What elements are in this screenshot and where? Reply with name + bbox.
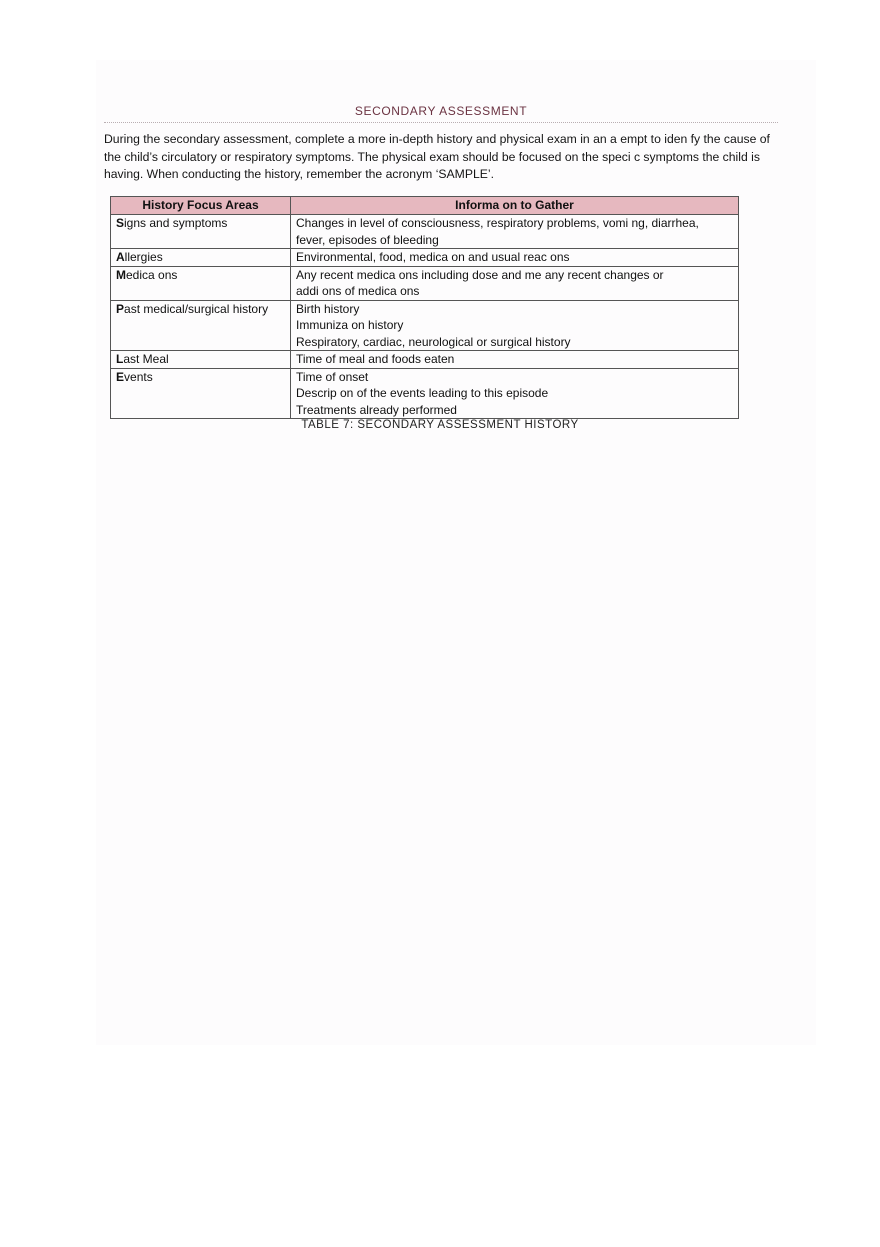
- acronym-letter: A: [116, 250, 125, 264]
- info-line: Treatments already performed: [296, 402, 457, 417]
- focus-area-cell: [111, 249, 291, 267]
- info-line: Descrip on of the events leading to this episode: [296, 386, 549, 400]
- acronym-letter: P: [116, 301, 125, 316]
- table-caption: TABLE 7: SECONDARY ASSESSMENT HISTORY: [301, 419, 579, 431]
- focus-area-cell: [111, 266, 291, 300]
- table-row: [111, 249, 739, 267]
- table-row: [111, 351, 739, 369]
- focus-area-text: llergies: [124, 250, 163, 264]
- info-line: Any recent medica ons including dose and me any recent changes or: [296, 267, 664, 282]
- info-cell: [291, 266, 739, 300]
- info-cell: [291, 249, 739, 267]
- focus-area-text: ast Meal: [123, 352, 169, 366]
- acronym-letter: S: [116, 216, 125, 230]
- info-line: addi ons of medica ons: [296, 284, 420, 298]
- table-row: [111, 368, 739, 419]
- info-line: Immuniza on history: [296, 318, 404, 332]
- info-line: Environmental, food, medica on and usual reac ons: [296, 250, 570, 264]
- focus-area-text: igns and symptoms: [124, 216, 228, 230]
- focus-area-text: ast medical/surgical history: [124, 301, 269, 316]
- info-line: Time of meal and foods eaten: [296, 352, 455, 366]
- info-line: Respiratory, cardiac, neurological or surgical history: [296, 334, 571, 349]
- focus-area-cell: [111, 351, 291, 369]
- focus-area-text: vents: [124, 369, 153, 384]
- info-line: fever, episodes of bleeding: [296, 232, 439, 247]
- info-cell: [291, 300, 739, 351]
- intro-paragraph: During the secondary assessment, complete a more in-depth history and physical exam in an a empt to iden fy the cause of the child’s circulatory or respiratory symptoms. The physical exam should be focused on the speci c symptoms the child is having. When conducting the history, remember the acronym ‘SAMPLE’.: [104, 132, 770, 181]
- header-focus-areas: History Focus Areas: [111, 197, 291, 215]
- table-header-row: [111, 197, 739, 215]
- acronym-letter: L: [116, 352, 124, 366]
- info-line: Birth history: [296, 301, 360, 316]
- focus-area-text: edica ons: [126, 267, 178, 282]
- acronym-letter: M: [116, 267, 126, 282]
- section-title: SECONDARY ASSESSMENT: [354, 104, 528, 118]
- sample-history-table: [110, 196, 739, 419]
- acronym-letter: E: [116, 369, 125, 384]
- focus-area-cell: [111, 300, 291, 351]
- focus-area-cell: [111, 368, 291, 419]
- info-cell: [291, 351, 739, 369]
- table-row: [111, 300, 739, 351]
- info-cell: [291, 368, 739, 419]
- table-row: [111, 266, 739, 300]
- info-line: Time of onset: [296, 369, 369, 384]
- header-information: Informa on to Gather: [291, 197, 739, 215]
- title-divider: [104, 122, 778, 123]
- table-row: [111, 215, 739, 249]
- info-cell: [291, 215, 739, 249]
- focus-area-cell: [111, 215, 291, 249]
- info-line: Changes in level of consciousness, respiratory problems, vomi ng, diarrhea,: [296, 216, 699, 230]
